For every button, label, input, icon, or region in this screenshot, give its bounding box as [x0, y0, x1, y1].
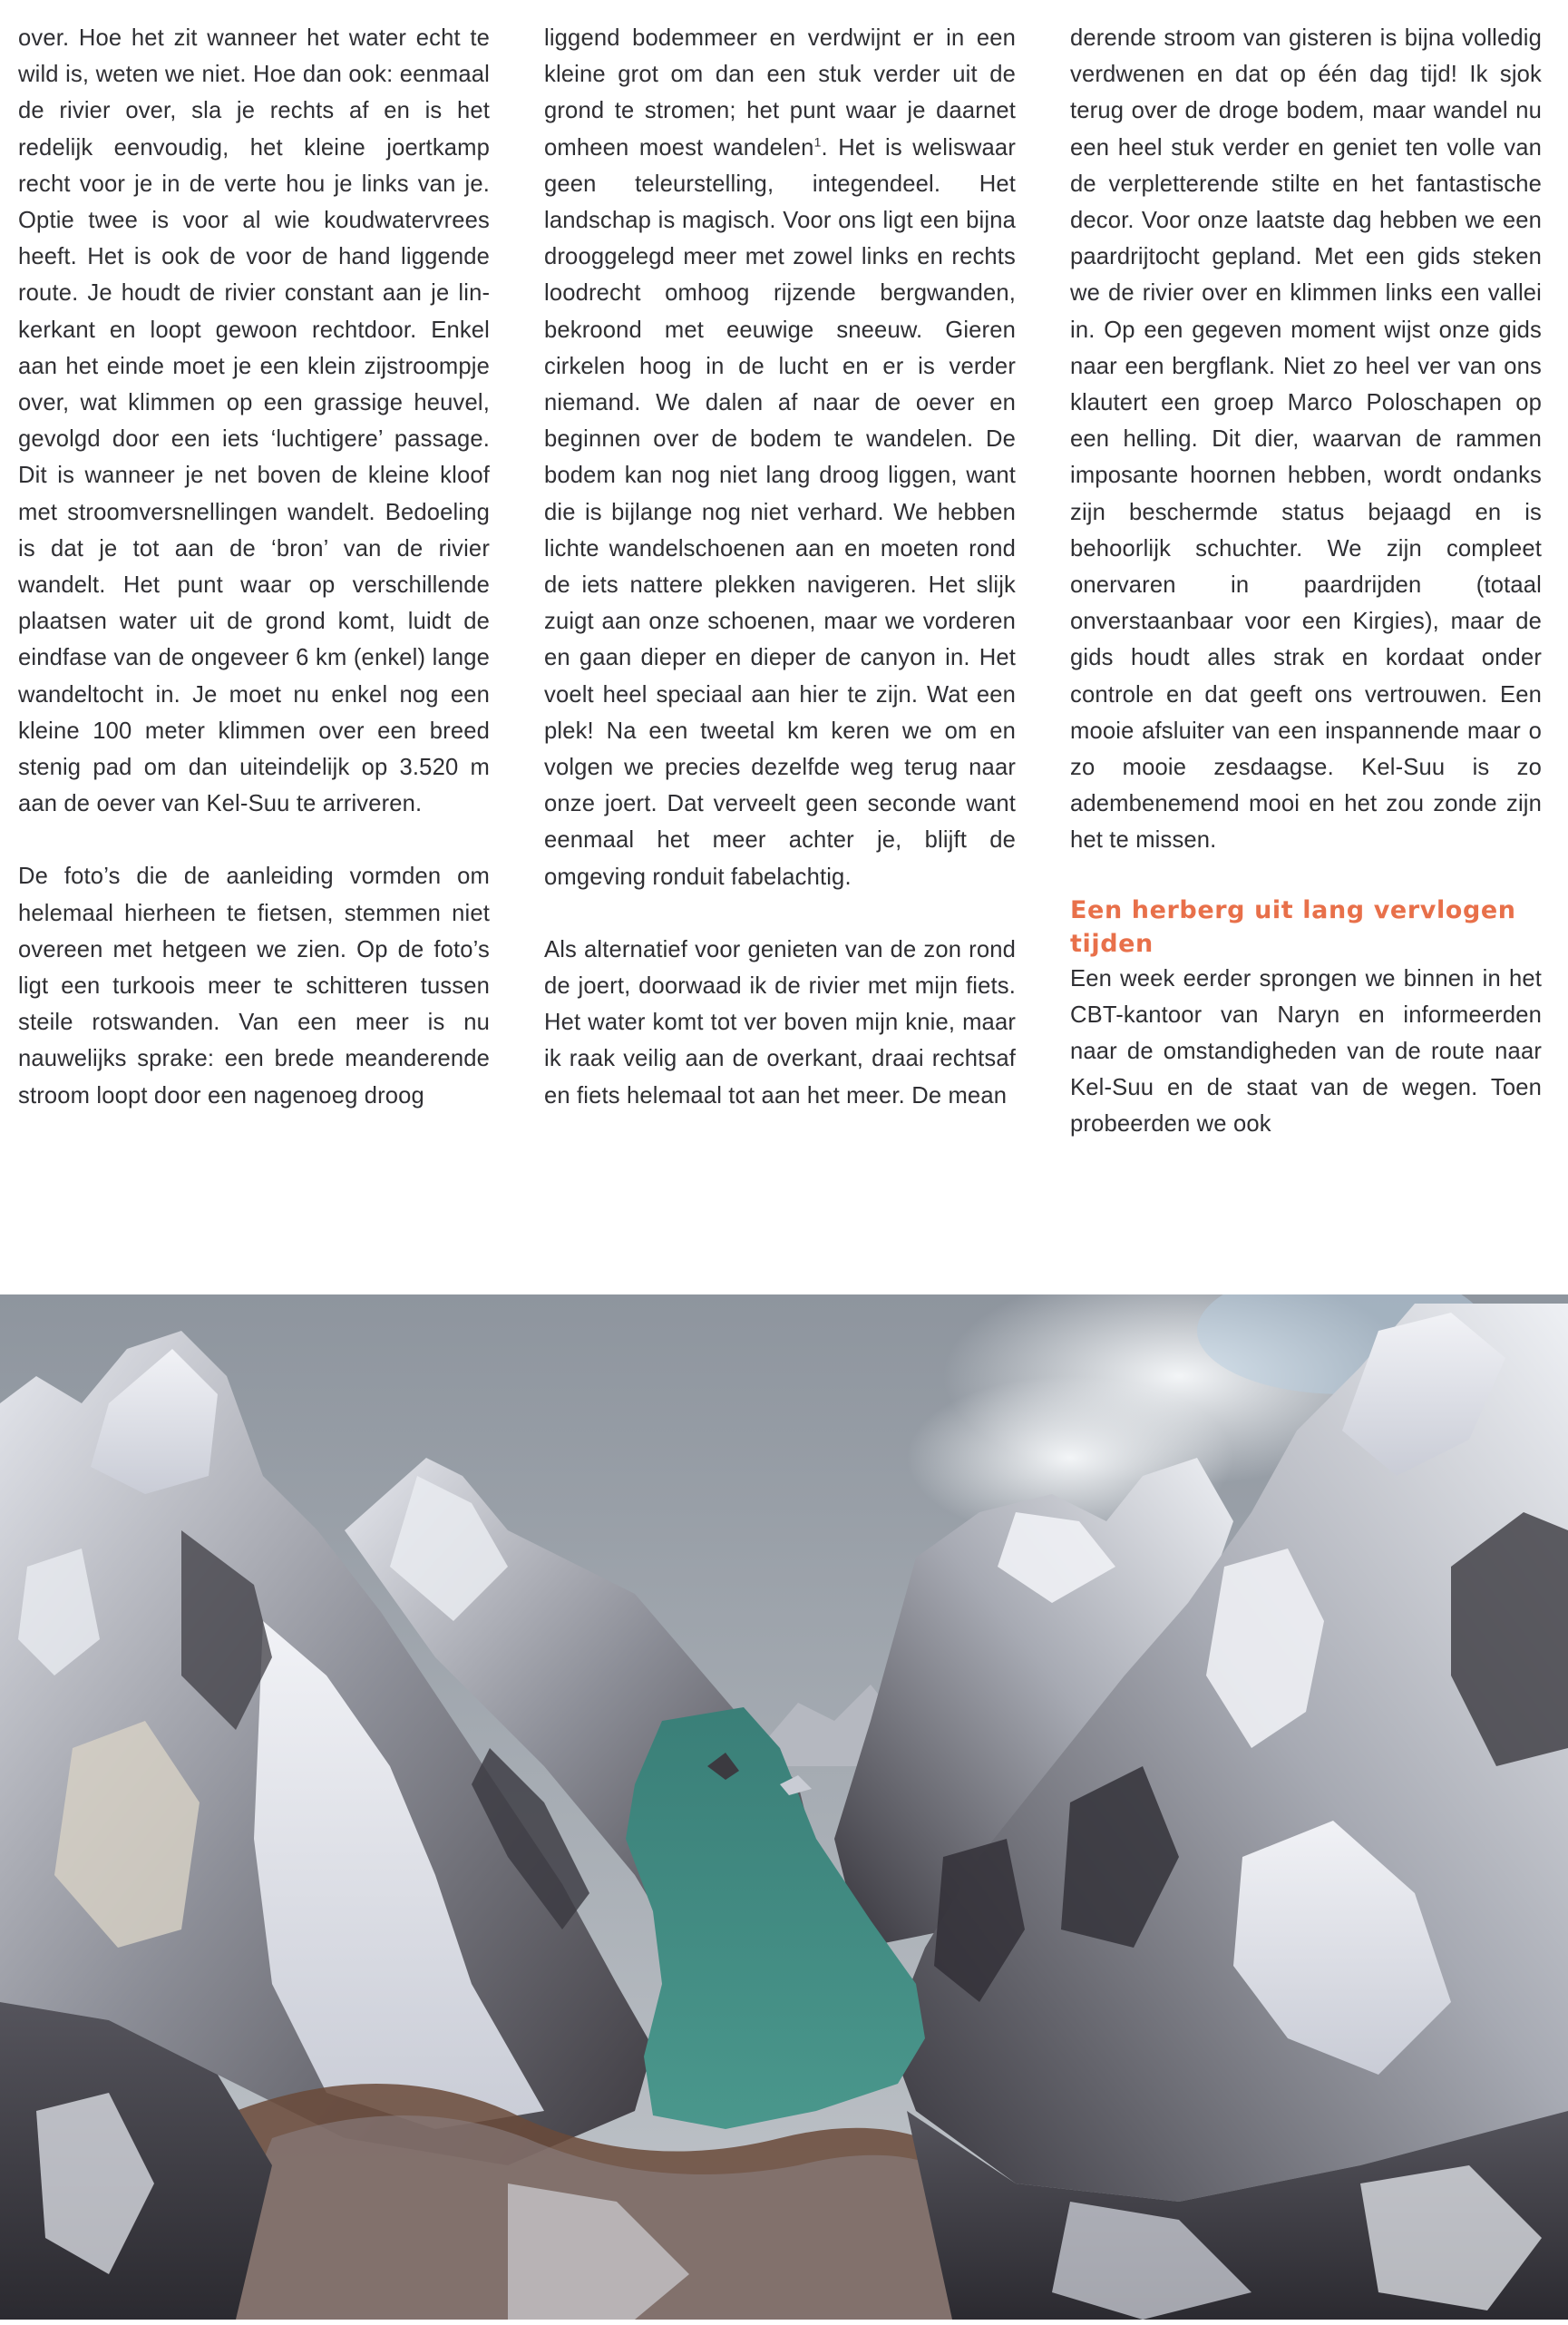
- paragraph: Als alternatief voor genieten van de zon rond de joert, doorwaad ik de rivier met mijn fiets. Het water komt tot ver boven mijn knie, maar ik raak veilig aan de overkant, draai rechtsaf en fiets helemaal tot aan het meer. De mean: [544, 936, 1016, 1109]
- paragraph-text: liggend bodemmeer en verdwijnt er in een kleine grot om dan een stuk verder uit de grond te stromen; het punt waar je daarnet omheen moest wandelen: [544, 25, 1016, 161]
- paragraph-text: . Het is weliswaar geen teleurstelling, integendeel. Het landschap is magisch. Voor ons ligt een bijna drooggelegd meer met zowel links en rechts loodrecht omhoog rijzende bergwanden, bekroond met eeuwige sneeuw. Gieren cirkelen hoog in de lucht en er is verder niemand. We dalen af naar de oever en beginnen over de bodem te wandelen. De bodem kan nog niet lang droog liggen, want die is bijlange nog niet verhard. We hebben lichte wandelschoenen aan en moeten rond de iets nattere plekken navigeren. Het slijk zuigt aan onze schoenen, maar we vorderen en gaan dieper en dieper de canyon in. Het voelt heel speciaal aan hier te zijn. Wat een plek! Na een tweetal km keren we om en volgen we precies dezelfde weg terug naar onze joert. Dat verveelt geen seconde want eenmaal het meer achter je, blijft de omgeving ronduit fabelachtig.: [544, 134, 1016, 890]
- paragraph: De foto’s die de aanleiding vormden om helemaal hierheen te fietsen, stemmen niet overeen met hetgeen we zien. Op de foto’s ligt een turkoois meer te schitteren tussen steile rotswanden. Van een meer is nu nauwelijks sprake: een brede meanderende stroom loopt door een nagenoeg droog: [18, 864, 490, 1109]
- paragraph: Een week eerder sprongen we binnen in het CBT-kantoor van Naryn en informeerden naar de omstandigheden van de route naar Kel-Suu en de staat van de wegen. Toen probeerden we ook: [1070, 965, 1542, 1138]
- paragraph: derende stroom van gisteren is bijna volledig verdwenen en dat op één dag tijd! Ik sjok terug over de droge bodem, maar wandel nu een heel stuk verder en geniet ten volle van de verpletterende stilte en het fantastische decor. Voor onze laatste dag hebben we een paardrijtocht gepland. Met een gids steken we de rivier over en klimmen links een vallei in. Op een gegeven moment wijst onze gids naar een bergflank. Niet zo heel ver van ons klautert een groep Marco Poloschapen op een helling. Dit dier, waarvan de rammen imposante hoornen hebben, wordt ondanks zijn beschermde status bejaagd en is behoorlijk schuchter. We zijn compleet onervaren in paardrijden (totaal onverstaanbaar voor een Kirgies), maar de gids houdt alles strak en kordaat onder controle en dat geeft ons vertrouwen. Een mooie afsluiter van een inspannende maar o zo mooie zesdaagse. Kel-Suu is zo adembenemend mooi en het zou zonde zijn het te missen.: [1070, 25, 1542, 854]
- column-left: [18, 20, 490, 1281]
- article-columns: [18, 20, 1551, 1281]
- landscape-illustration: [0, 1294, 1568, 2320]
- paragraph: over. Hoe het zit wanneer het water echt te wild is, weten we niet. Hoe dan ook: eenmaal de rivier over, sla je rechts af en is het redelijk eenvoudig, het kleine joertkamp recht voor je in de verte hou je links van je. Optie twee is voor al wie koudwatervrees heeft. Het is ook de voor de hand liggende route. Je houdt de rivier constant aan je linkerkant en loopt gewoon rechtdoor. Enkel aan het einde moet je een klein zijstroompje over, wat klimmen op een grassige heuvel, gevolgd door een iets ‘luchtigere’ passage. Dit is wanneer je net boven de kleine kloof met stroomversnellingen wandelt. Bedoeling is dat je tot aan de ‘bron’ van de rivier wandelt. Het punt waar op verschillende plaatsen water uit de grond komt, luidt de eindfase van de ongeveer 6 km (enkel) lange wandeltocht in. Je moet nu enkel nog een kleine 100 meter klimmen over een breed stenig pad om dan uiteindelijk op 3.520 m aan de oever van Kel-Suu te arriveren.: [18, 25, 490, 817]
- column-right: [1070, 20, 1542, 1281]
- column-middle: [544, 20, 1016, 1281]
- mountain-lake-photo: [0, 1294, 1568, 2320]
- section-heading: Een herberg uit lang vervlogen tijden: [1070, 895, 1516, 958]
- footnote-marker: 1: [813, 134, 822, 150]
- paragraph: [544, 20, 1016, 895]
